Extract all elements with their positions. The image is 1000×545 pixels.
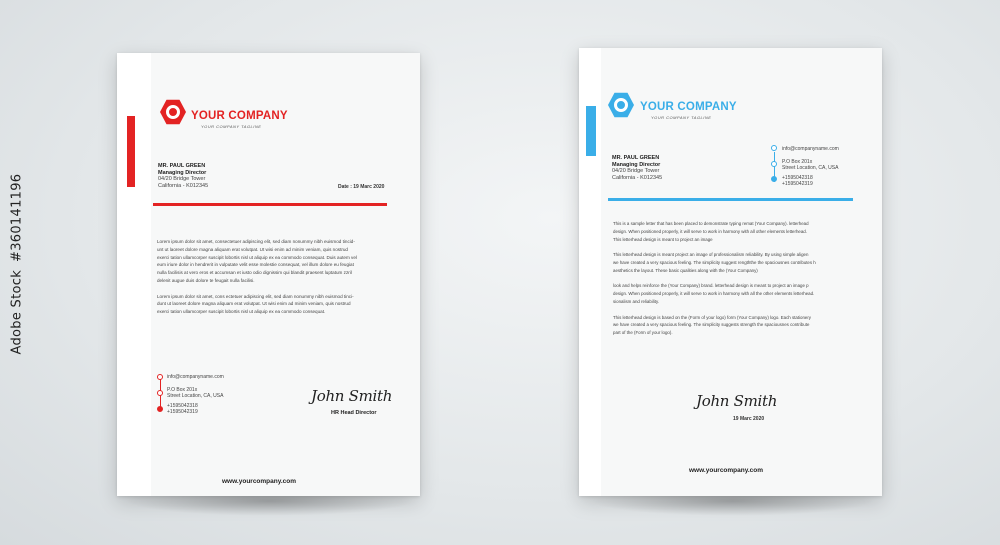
phone-icon (771, 176, 777, 182)
phone-icon (157, 406, 163, 412)
body-line: delenit augue duis dolore te feugait nulla facilisi. (157, 277, 255, 283)
recipient-title: Managing Director (612, 161, 661, 168)
left-red-side-bar (127, 116, 135, 187)
body-line: Lorem ipsum dolor sit amet, cons ectetuer adipiscing elit, sed diam nonummy nibh euismod tinci- (157, 293, 354, 299)
signer-role: HR Head Director (331, 410, 377, 416)
body-line: This is a sample letter that has been placed to demonstrate typing remat (Your Company). letterhead (613, 221, 809, 226)
location-icon (771, 161, 777, 167)
website: www.yourcompany.com (689, 467, 764, 474)
company-logo-icon (160, 99, 186, 125)
body-paragraph-2 (613, 251, 816, 274)
right-blue-side-bar (586, 106, 596, 156)
address-line-2: California - K012345 (158, 182, 209, 189)
body-paragraph-1 (613, 220, 816, 243)
body-line: look and helps reinforce the (Your Company) brand. letterhead design is meant to project an image p (613, 283, 809, 289)
recipient-block (158, 163, 208, 189)
body-line: we have created a very spacious feeling. The simplicity suggest rengththe the spaciousnes contributes h (613, 259, 816, 265)
contact-phone-1: +1595042318 (782, 175, 813, 181)
contact-phone-1: +1595042318 (167, 403, 198, 409)
recipient-title: Managing Director (158, 169, 207, 176)
address-line-1: 04/20 Bridge Tower (612, 168, 660, 174)
letterhead-red (117, 53, 420, 496)
contact-address-2: Street Location, CA, USA (167, 393, 224, 399)
address-line-2: California - K012345 (612, 174, 663, 181)
stock-watermark-text (9, 173, 25, 355)
letter-date: Date : 19 Marc 2020 (338, 184, 385, 190)
body-line: This letterhead design is meant project an image of professionalism reliability. By using simple aligen (613, 252, 809, 258)
recipient-name: MR. PAUL GREEN (612, 155, 660, 161)
recipient-block (612, 155, 662, 181)
body-paragraph-1 (157, 238, 357, 285)
contact-email: info@companyname.com (167, 374, 224, 380)
company-name: YOUR COMPANY (191, 110, 288, 122)
signature-date: 19 Marc 2020 (733, 416, 765, 422)
location-icon (157, 390, 163, 396)
company-tagline: YOUR COMPANY TAGLINE (201, 124, 262, 129)
body-line: part of the (Form of your logo). (613, 330, 673, 336)
body-line: design. When positioned properly, it will serve to work in harmony with all the other elements letterhead. (613, 291, 815, 297)
body-line: This letterhead design is based on the (Form of your logo) form (Your Company) logo. Each stationery (613, 314, 812, 320)
website: www.yourcompany.com (222, 478, 297, 485)
body-line: exerci tation ullamcorper suscipit lobortis nisl ut aliquip ex ea commodo consequat. (157, 309, 326, 315)
contact-phone-2: +1595042319 (167, 409, 198, 415)
contact-address-1: P.O Box 201x (782, 159, 813, 165)
email-icon (157, 374, 163, 380)
stock-id: #360141196 (9, 173, 25, 262)
signature: John Smith (696, 392, 778, 410)
body-paragraph-4 (613, 314, 816, 337)
body-paragraph-3 (613, 282, 816, 305)
body-line: dunt ut laoreet dolore magna aliquam erat volutpat. Ut wisi enim ad minim veniam, quis nostrud (157, 301, 351, 307)
red-divider (153, 203, 387, 206)
recipient-name: MR. PAUL GREEN (158, 163, 206, 169)
email-icon (771, 145, 777, 151)
body-line: nulla facilisis at vero eros et accumsan et iusto odio dignissim qui blandit praesent luptatum zzril (157, 270, 352, 276)
body-line: aesthetics the layout. These basic qualities along with the (Your Company) (613, 267, 758, 273)
company-tagline: YOUR COMPANY TAGLINE (651, 115, 712, 120)
signature: John Smith (311, 387, 393, 405)
letter-body (613, 220, 816, 345)
letterhead-blue (579, 48, 882, 496)
body-line: design. When positioned properly, it will serve to work in harmony with all other elements letterhead. (613, 228, 807, 234)
body-line: sionalism and reliability. (613, 298, 660, 304)
body-line: we have created a very spacious feeling. The simplicity suggests strength the spaciousnes contribute (613, 322, 810, 328)
letter-body (157, 238, 357, 324)
stock-brand: Adobe Stock (9, 269, 25, 355)
body-line: This letterhead design is meant to project an image (613, 236, 713, 242)
contact-email: info@companyname.com (782, 146, 839, 152)
body-paragraph-2 (157, 293, 357, 316)
contact-phone-2: +1595042319 (782, 181, 813, 187)
contact-address-1: P.O Box 201x (167, 387, 198, 393)
company-logo-icon (608, 92, 634, 118)
address-line-1: 04/20 Bridge Tower (158, 176, 206, 182)
body-line: unt ut laoreet dolore magna aliquam erat volutpat. Ut wisi enim ad minim veniam, quis nostrud (157, 246, 348, 252)
company-name: YOUR COMPANY (640, 101, 737, 113)
body-line: eum iriure dolor in hendrerit in vulputate velit esse molestie consequat, vel illum dolore eu feugiat (157, 262, 354, 268)
blue-divider (608, 198, 853, 201)
contact-address-2: Street Location, CA, USA (782, 165, 839, 171)
body-line: exerci tation ullamcorper suscipit lobortis nisl ut aliquip ex ea commodo consequat. Duis autem vel (157, 254, 357, 260)
body-line: Lorem ipsum dolor sit amet, consectetuer adipiscing elit, sed diam nonummy nibh euismod tincid- (157, 239, 355, 244)
